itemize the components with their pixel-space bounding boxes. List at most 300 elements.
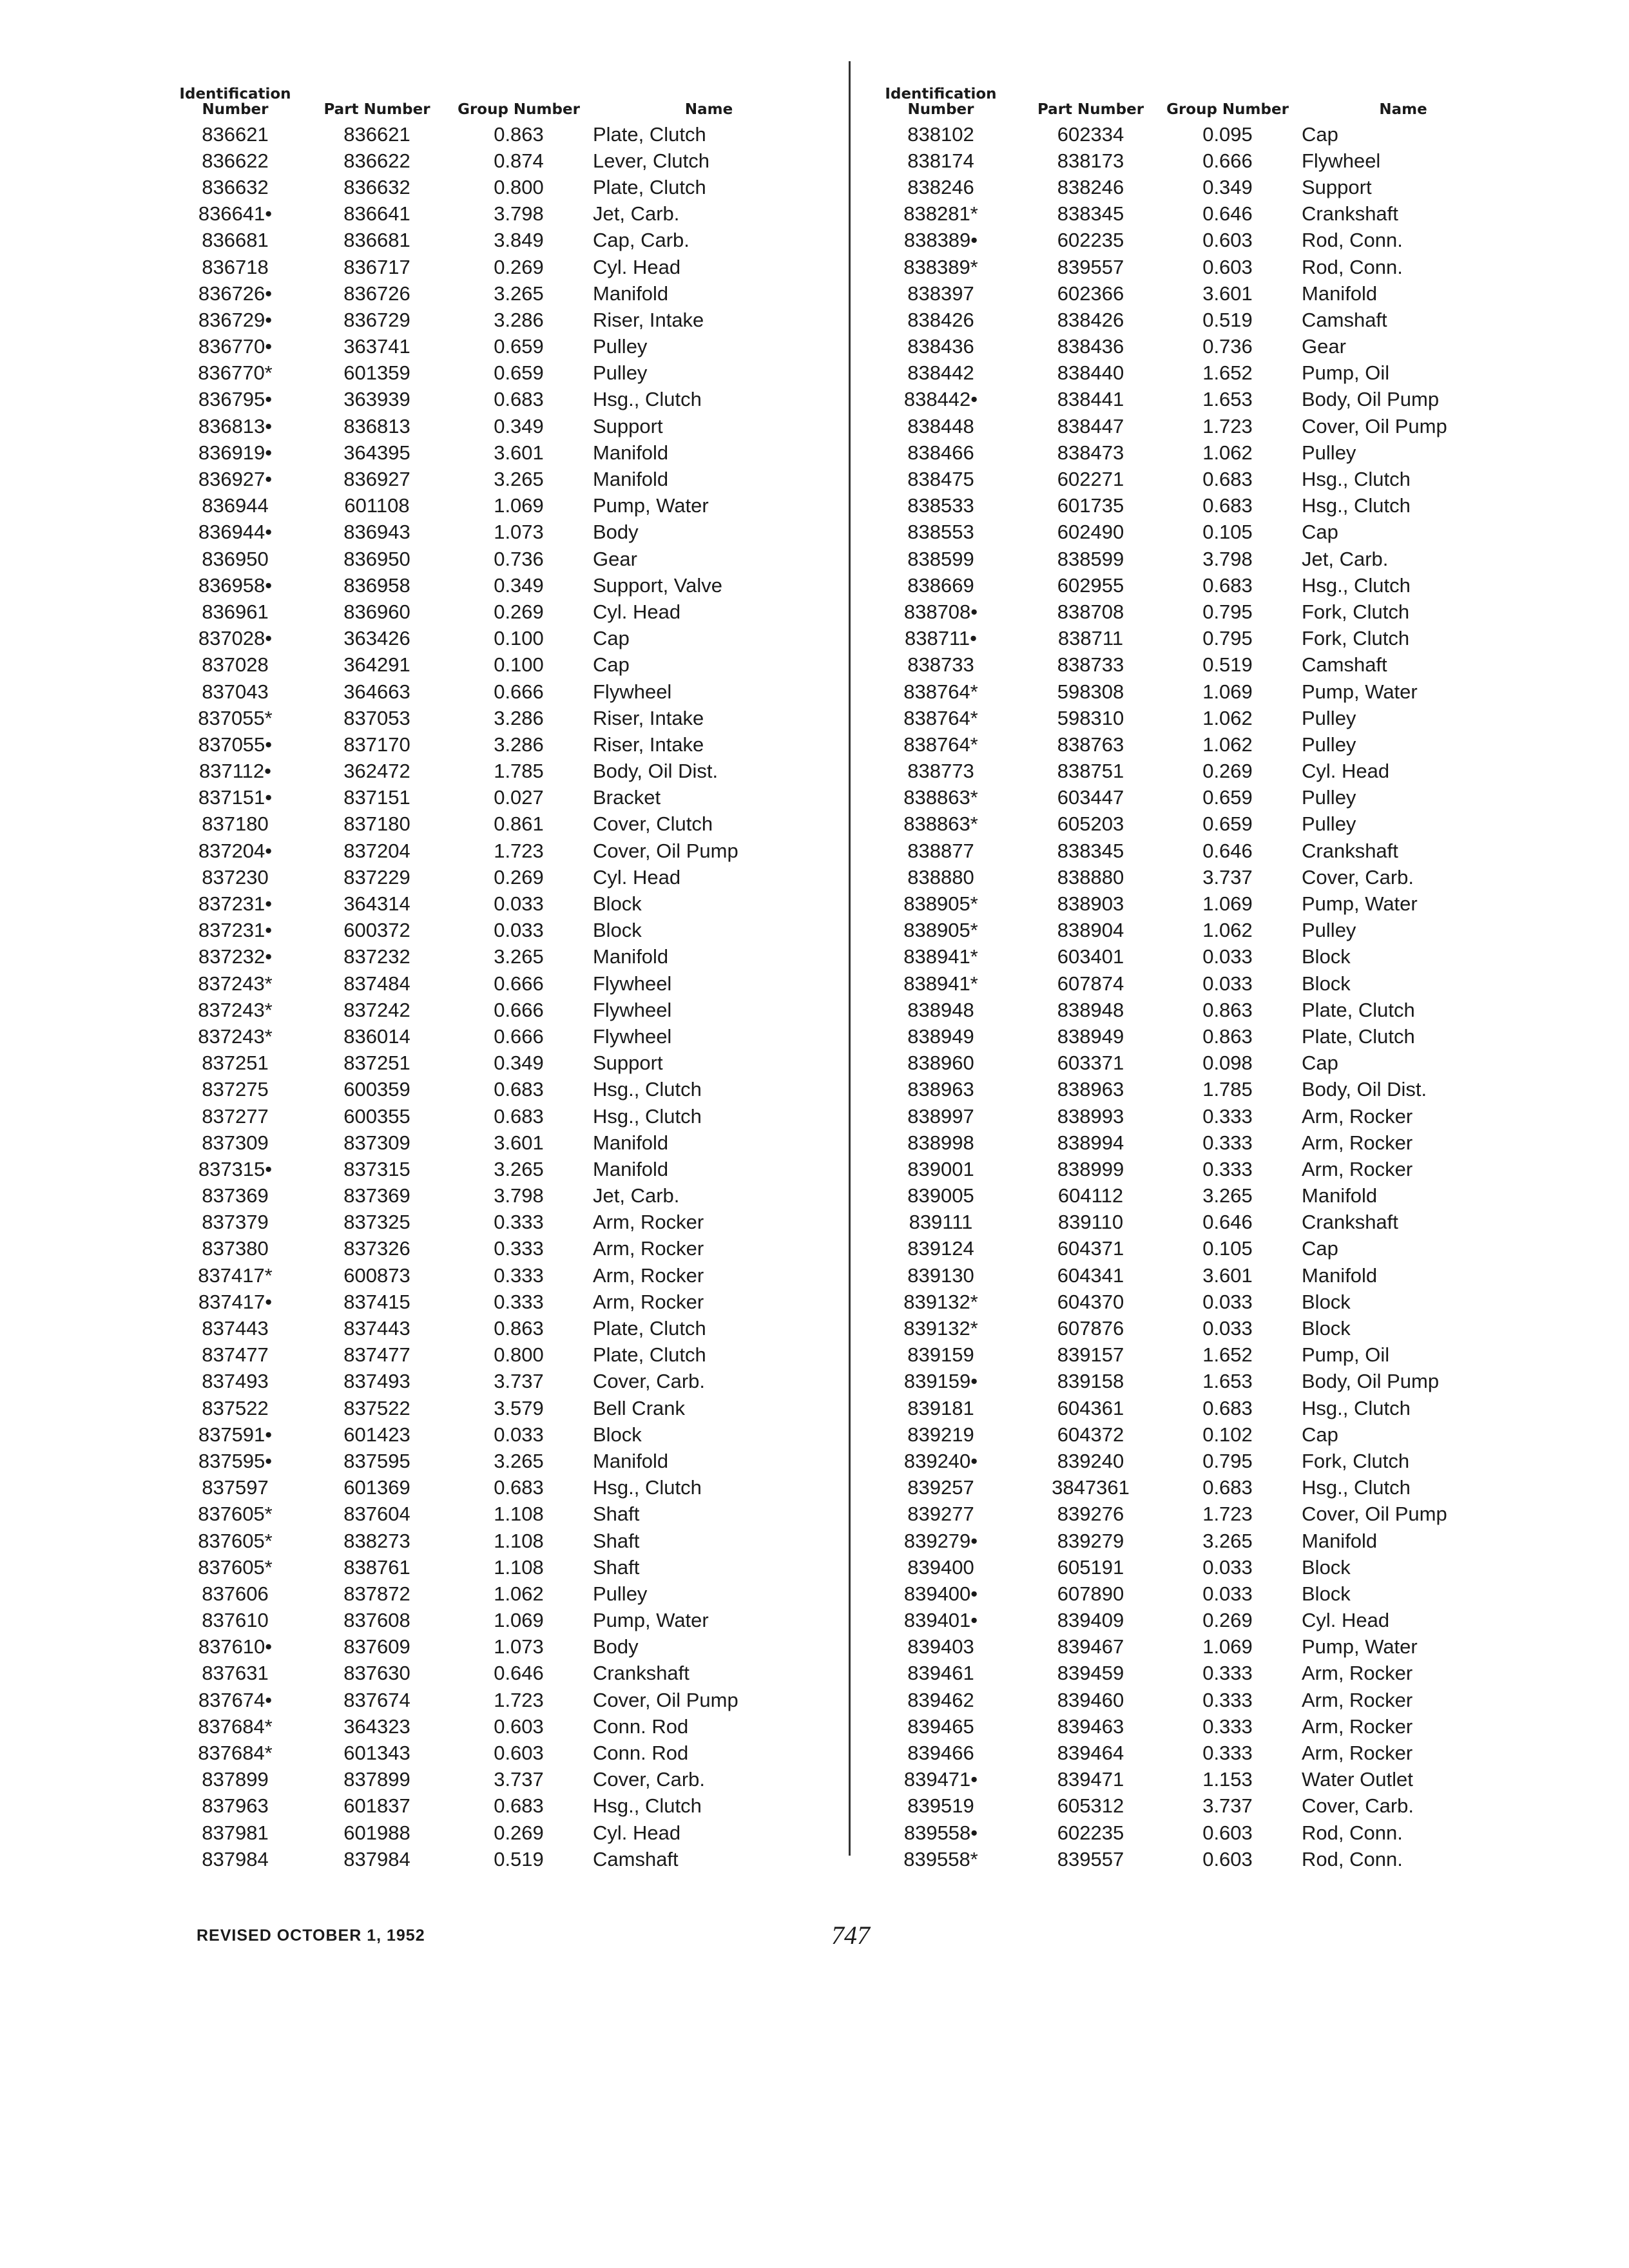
group-number: 0.105 xyxy=(1202,1237,1253,1260)
part-number: 836622 xyxy=(343,149,410,172)
part-number: 836014 xyxy=(343,1024,410,1048)
identification-number: 836927• xyxy=(198,468,273,491)
group-number: 1.108 xyxy=(494,1555,544,1579)
part-number: 837232 xyxy=(343,945,410,968)
part-number: 600873 xyxy=(343,1264,410,1287)
identification-number: 838599 xyxy=(907,547,974,570)
table-row xyxy=(867,121,1518,148)
table-row xyxy=(867,864,1518,890)
part-number: 838761 xyxy=(343,1555,410,1579)
identification-number: 837204• xyxy=(198,839,273,862)
group-number: 1.062 xyxy=(1202,441,1253,464)
identification-number: 837493 xyxy=(202,1370,269,1393)
table-row xyxy=(174,466,838,492)
part-name: Body, Oil Pump xyxy=(1302,1370,1440,1393)
group-number: 0.646 xyxy=(1202,839,1253,862)
part-name: Rod, Conn. xyxy=(1302,1847,1403,1870)
part-name: Flywheel xyxy=(1302,149,1381,172)
part-number: 838751 xyxy=(1057,760,1124,783)
table-row xyxy=(174,1475,838,1501)
group-number: 0.603 xyxy=(494,1742,544,1765)
part-number: 837325 xyxy=(343,1211,410,1234)
part-name: Flywheel xyxy=(593,680,672,703)
identification-number: 839005 xyxy=(907,1184,974,1207)
part-name: Pulley xyxy=(593,1582,648,1605)
group-number: 0.333 xyxy=(1202,1131,1253,1154)
part-name: Manifold xyxy=(593,1131,669,1154)
part-number: 837595 xyxy=(343,1449,410,1472)
identification-number: 836919• xyxy=(198,441,273,464)
identification-number: 837605* xyxy=(198,1503,273,1526)
part-number: 601108 xyxy=(344,494,410,517)
table-row xyxy=(174,1448,838,1474)
part-number: 837326 xyxy=(343,1237,410,1260)
table-row xyxy=(867,1846,1518,1872)
identification-number: 837112• xyxy=(199,760,271,783)
group-number: 0.333 xyxy=(1202,1688,1253,1711)
group-number: 0.646 xyxy=(494,1662,544,1685)
part-name: Pump, Oil xyxy=(1302,1343,1390,1367)
table-row xyxy=(867,1077,1518,1103)
part-number: 838599 xyxy=(1057,547,1124,570)
part-number: 837170 xyxy=(343,733,410,756)
identification-number: 837605* xyxy=(198,1529,273,1552)
group-number: 0.736 xyxy=(1202,335,1253,358)
part-number: 837229 xyxy=(343,865,410,889)
table-row xyxy=(867,970,1518,997)
part-number: 837984 xyxy=(343,1847,410,1870)
part-number: 838763 xyxy=(1057,733,1124,756)
table-row xyxy=(867,1767,1518,1793)
part-number: 839464 xyxy=(1057,1742,1124,1765)
part-number: 838441 xyxy=(1057,388,1124,411)
group-number: 3.737 xyxy=(1202,1794,1253,1818)
part-number: 837204 xyxy=(343,839,410,862)
table-row xyxy=(174,626,838,652)
part-name: Cover, Carb. xyxy=(593,1370,706,1393)
identification-number: 838389* xyxy=(903,255,978,278)
table-row xyxy=(174,678,838,705)
table-row xyxy=(174,838,838,864)
part-name: Support xyxy=(1302,175,1372,198)
part-number: 837674 xyxy=(343,1688,410,1711)
part-number: 602366 xyxy=(1057,282,1124,305)
table-row xyxy=(174,546,838,572)
part-number: 836927 xyxy=(343,468,410,491)
table-row xyxy=(174,1528,838,1554)
identification-number: 836770* xyxy=(198,361,273,385)
group-number: 0.333 xyxy=(1202,1742,1253,1765)
group-number: 0.603 xyxy=(1202,1847,1253,1870)
table-row xyxy=(174,307,838,333)
identification-number: 839403 xyxy=(907,1635,974,1658)
table-row xyxy=(174,334,838,360)
part-name: Block xyxy=(1302,972,1351,995)
part-name: Shaft xyxy=(593,1555,640,1579)
identification-number: 838905* xyxy=(903,919,978,942)
table-row xyxy=(867,1687,1518,1713)
table-row xyxy=(867,572,1518,599)
identification-number: 839111 xyxy=(909,1211,973,1234)
table-row xyxy=(867,493,1518,519)
part-name: Manifold xyxy=(593,441,669,464)
part-number: 600355 xyxy=(343,1104,410,1128)
group-number: 0.102 xyxy=(1202,1423,1253,1446)
group-number: 0.033 xyxy=(1202,1317,1253,1340)
identification-number: 839159• xyxy=(903,1370,978,1393)
identification-number: 837591• xyxy=(198,1423,273,1446)
part-name: Manifold xyxy=(1302,282,1378,305)
part-name: Pump, Water xyxy=(1302,680,1418,703)
identification-number: 837984 xyxy=(202,1847,269,1870)
table-row xyxy=(174,387,838,413)
part-name: Pulley xyxy=(593,361,648,385)
part-name: Cap xyxy=(593,627,630,650)
identification-number: 837380 xyxy=(202,1237,269,1260)
group-number: 3.286 xyxy=(494,308,544,331)
table-row xyxy=(174,572,838,599)
part-number: 603401 xyxy=(1057,945,1124,968)
group-number: 0.098 xyxy=(1202,1052,1253,1075)
identification-number: 839001 xyxy=(907,1157,974,1180)
part-number: 837899 xyxy=(343,1768,410,1791)
part-number: 836632 xyxy=(343,175,410,198)
table-row xyxy=(174,785,838,811)
group-number: 1.108 xyxy=(494,1503,544,1526)
part-number: 838904 xyxy=(1057,919,1124,942)
part-number: 604372 xyxy=(1057,1423,1124,1446)
part-number: 839467 xyxy=(1057,1635,1124,1658)
group-number: 1.069 xyxy=(494,1609,544,1632)
identification-number: 837417• xyxy=(198,1290,273,1313)
group-number: 0.519 xyxy=(1202,308,1253,331)
identification-number: 838281* xyxy=(903,202,978,226)
group-number: 3.265 xyxy=(494,945,544,968)
table-row xyxy=(867,1421,1518,1448)
identification-number: 837597 xyxy=(202,1476,269,1499)
identification-number: 839400 xyxy=(907,1555,974,1579)
part-name: Block xyxy=(1302,945,1351,968)
group-number: 1.062 xyxy=(1202,733,1253,756)
table-row xyxy=(867,1236,1518,1262)
part-name: Shaft xyxy=(593,1503,640,1526)
group-number: 0.666 xyxy=(494,972,544,995)
part-number: 363939 xyxy=(343,388,410,411)
identification-number: 838442• xyxy=(903,388,978,411)
identification-number: 836726• xyxy=(198,282,273,305)
identification-number: 838764* xyxy=(903,733,978,756)
part-number: 607876 xyxy=(1057,1317,1124,1340)
part-number: 837053 xyxy=(343,706,410,729)
part-name: Pump, Water xyxy=(1302,892,1418,916)
part-name: Plate, Clutch xyxy=(593,1343,706,1367)
identification-number: 839461 xyxy=(907,1662,974,1685)
part-name: Cap xyxy=(1302,521,1338,544)
group-number: 3.798 xyxy=(494,1184,544,1207)
part-name: Bell Crank xyxy=(593,1396,685,1419)
part-name: Bracket xyxy=(593,786,661,809)
group-number: 0.033 xyxy=(494,892,544,916)
table-row xyxy=(867,413,1518,439)
identification-number: 836641• xyxy=(198,202,273,226)
part-number: 838473 xyxy=(1057,441,1124,464)
part-name: Cap xyxy=(1302,1423,1338,1446)
identification-number: 836729• xyxy=(198,308,273,331)
table-header-right xyxy=(867,59,1518,117)
table-row xyxy=(174,918,838,944)
identification-number: 837277 xyxy=(202,1104,269,1128)
identification-number: 836632 xyxy=(202,175,269,198)
table-row xyxy=(867,705,1518,731)
part-name: Cap xyxy=(1302,1052,1338,1075)
part-name: Flywheel xyxy=(593,998,672,1021)
part-name: Block xyxy=(1302,1317,1351,1340)
identification-number: 837981 xyxy=(202,1821,269,1844)
table-row xyxy=(174,1581,838,1607)
table-row xyxy=(174,148,838,174)
part-number: 839459 xyxy=(1057,1662,1124,1685)
identification-number: 838764* xyxy=(903,706,978,729)
part-number: 838993 xyxy=(1057,1104,1124,1128)
part-name: Pulley xyxy=(1302,706,1356,729)
part-name: Pump, Water xyxy=(1302,1635,1418,1658)
parts-table-right xyxy=(867,59,1518,1872)
part-number: 601343 xyxy=(343,1742,410,1765)
part-number: 837151 xyxy=(343,786,410,809)
identification-number: 839279• xyxy=(903,1529,978,1552)
part-number: 837484 xyxy=(343,972,410,995)
table-row xyxy=(867,439,1518,466)
part-number: 601988 xyxy=(343,1821,410,1844)
header-name: Name xyxy=(684,101,733,118)
part-number: 838948 xyxy=(1057,998,1124,1021)
table-row xyxy=(174,1262,838,1289)
part-number: 839157 xyxy=(1057,1343,1124,1367)
part-name: Riser, Intake xyxy=(593,706,704,729)
table-row xyxy=(867,519,1518,546)
table-row xyxy=(174,201,838,227)
group-number: 3.737 xyxy=(494,1768,544,1791)
part-number: 836729 xyxy=(343,308,410,331)
group-number: 1.723 xyxy=(1202,414,1253,437)
identification-number: 838941* xyxy=(903,972,978,995)
group-number: 0.800 xyxy=(494,175,544,198)
group-number: 0.659 xyxy=(1202,812,1253,836)
group-number: 0.033 xyxy=(494,1423,544,1446)
table-row xyxy=(174,121,838,148)
part-number: 604370 xyxy=(1057,1290,1124,1313)
group-number: 0.683 xyxy=(494,1104,544,1128)
group-number: 0.666 xyxy=(494,998,544,1021)
table-row xyxy=(174,1608,838,1634)
table-row xyxy=(174,1342,838,1369)
part-number: 837522 xyxy=(343,1396,410,1419)
part-number: 837251 xyxy=(343,1052,410,1075)
part-number: 839279 xyxy=(1057,1529,1124,1552)
table-row xyxy=(174,944,838,970)
part-number: 603371 xyxy=(1057,1052,1124,1075)
table-row xyxy=(867,227,1518,254)
identification-number: 839124 xyxy=(907,1237,974,1260)
group-number: 0.033 xyxy=(494,919,544,942)
identification-number: 839159 xyxy=(907,1343,974,1367)
part-number: 838999 xyxy=(1057,1157,1124,1180)
table-row xyxy=(867,838,1518,864)
identification-number: 837674• xyxy=(198,1688,273,1711)
table-row xyxy=(867,280,1518,307)
group-number: 1.069 xyxy=(1202,680,1253,703)
table-row xyxy=(174,280,838,307)
group-number: 3.265 xyxy=(1202,1184,1253,1207)
part-name: Cap xyxy=(1302,1237,1338,1260)
part-number: 836813 xyxy=(343,414,410,437)
group-number: 0.683 xyxy=(494,388,544,411)
table-row xyxy=(174,1156,838,1182)
table-row xyxy=(174,1236,838,1262)
part-name: Cover, Carb. xyxy=(1302,1794,1414,1818)
identification-number: 838733 xyxy=(907,653,974,677)
part-name: Block xyxy=(1302,1290,1351,1313)
table-row xyxy=(174,731,838,758)
group-number: 0.874 xyxy=(494,149,544,172)
part-number: 604371 xyxy=(1057,1237,1124,1260)
part-name: Cover, Carb. xyxy=(593,1768,706,1791)
group-number: 0.863 xyxy=(494,122,544,146)
part-number: 364291 xyxy=(343,653,410,677)
identification-number: 839130 xyxy=(907,1264,974,1287)
table-row xyxy=(174,1369,838,1395)
part-number: 838173 xyxy=(1057,149,1124,172)
part-number: 601369 xyxy=(343,1476,410,1499)
group-number: 0.519 xyxy=(494,1847,544,1870)
table-row xyxy=(867,1156,1518,1182)
part-number: 837477 xyxy=(343,1343,410,1367)
group-number: 0.863 xyxy=(1202,998,1253,1021)
identification-number: 837379 xyxy=(202,1211,269,1234)
group-number: 1.062 xyxy=(1202,706,1253,729)
group-number: 0.795 xyxy=(1202,1449,1253,1472)
identification-number: 837028 xyxy=(202,653,269,677)
part-number: 838733 xyxy=(1057,653,1124,677)
part-name: Support xyxy=(593,414,663,437)
identification-number: 838246 xyxy=(907,175,974,198)
part-number: 602235 xyxy=(1057,1821,1124,1844)
table-row xyxy=(867,918,1518,944)
table-row xyxy=(174,997,838,1023)
part-name: Pulley xyxy=(1302,441,1356,464)
group-number: 0.027 xyxy=(494,786,544,809)
revised-date: REVISED OCTOBER 1, 1952 xyxy=(197,1927,425,1945)
part-name: Camshaft xyxy=(1302,653,1387,677)
group-number: 0.105 xyxy=(1202,521,1253,544)
header-group-number: Group Number xyxy=(458,101,580,118)
part-name: Plate, Clutch xyxy=(593,1317,706,1340)
group-number: 3.286 xyxy=(494,733,544,756)
table-row xyxy=(174,1395,838,1421)
group-number: 1.108 xyxy=(494,1529,544,1552)
group-number: 0.269 xyxy=(494,600,544,623)
table-row xyxy=(867,599,1518,625)
part-number: 836950 xyxy=(343,547,410,570)
table-row xyxy=(174,1687,838,1713)
group-number: 3.265 xyxy=(494,1157,544,1180)
table-row xyxy=(867,1660,1518,1687)
part-number: 836621 xyxy=(343,122,410,146)
identification-number: 839462 xyxy=(907,1688,974,1711)
part-name: Manifold xyxy=(1302,1264,1378,1287)
part-name: Manifold xyxy=(593,1449,669,1472)
table-row xyxy=(867,1023,1518,1050)
group-number: 0.603 xyxy=(1202,229,1253,252)
group-number: 0.333 xyxy=(1202,1662,1253,1685)
table-row xyxy=(174,1077,838,1103)
identification-number: 837443 xyxy=(202,1317,269,1340)
identification-number: 838960 xyxy=(907,1052,974,1075)
identification-number: 836681 xyxy=(202,229,269,252)
group-number: 1.062 xyxy=(494,1582,544,1605)
part-name: Support xyxy=(593,1052,663,1075)
part-number: 838440 xyxy=(1057,361,1124,385)
part-name: Pulley xyxy=(1302,786,1356,809)
identification-number: 839558• xyxy=(903,1821,978,1844)
part-name: Arm, Rocker xyxy=(593,1264,704,1287)
part-name: Hsg., Clutch xyxy=(1302,1396,1411,1419)
group-number: 0.683 xyxy=(494,1476,544,1499)
part-name: Camshaft xyxy=(593,1847,679,1870)
table-row xyxy=(174,970,838,997)
group-number: 0.603 xyxy=(1202,1821,1253,1844)
part-number: 837443 xyxy=(343,1317,410,1340)
table-row xyxy=(867,1554,1518,1581)
group-number: 0.646 xyxy=(1202,1211,1253,1234)
part-name: Conn. Rod xyxy=(593,1715,689,1738)
identification-number: 837417* xyxy=(198,1264,273,1287)
page-number: 747 xyxy=(831,1921,870,1950)
group-number: 3.265 xyxy=(494,468,544,491)
table-row xyxy=(867,1608,1518,1634)
part-name: Block xyxy=(593,919,642,942)
identification-number: 837610 xyxy=(202,1609,269,1632)
group-number: 1.653 xyxy=(1202,1370,1253,1393)
identification-number: 837610• xyxy=(198,1635,273,1658)
identification-number: 838436 xyxy=(907,335,974,358)
table-row xyxy=(867,1820,1518,1846)
part-name: Crankshaft xyxy=(1302,202,1398,226)
table-row xyxy=(867,626,1518,652)
part-number: 839409 xyxy=(1057,1609,1124,1632)
group-number: 0.863 xyxy=(494,1317,544,1340)
part-number: 3847361 xyxy=(1052,1476,1130,1499)
table-row xyxy=(867,1501,1518,1528)
group-number: 0.646 xyxy=(1202,202,1253,226)
table-row xyxy=(867,652,1518,678)
part-name: Hsg., Clutch xyxy=(593,1476,702,1499)
identification-number: 836795• xyxy=(198,388,273,411)
table-row xyxy=(174,599,838,625)
part-number: 598310 xyxy=(1057,706,1124,729)
identification-number: 837275 xyxy=(202,1078,269,1101)
part-name: Manifold xyxy=(593,282,669,305)
group-number: 0.333 xyxy=(494,1237,544,1260)
part-number: 837630 xyxy=(343,1662,410,1685)
part-name: Cap xyxy=(593,653,630,677)
part-number: 838708 xyxy=(1057,600,1124,623)
identification-number: 837151• xyxy=(198,786,273,809)
identification-number: 839132* xyxy=(903,1290,978,1313)
table-row xyxy=(867,1793,1518,1820)
part-number: 602955 xyxy=(1057,573,1124,597)
identification-number: 836944• xyxy=(198,521,273,544)
